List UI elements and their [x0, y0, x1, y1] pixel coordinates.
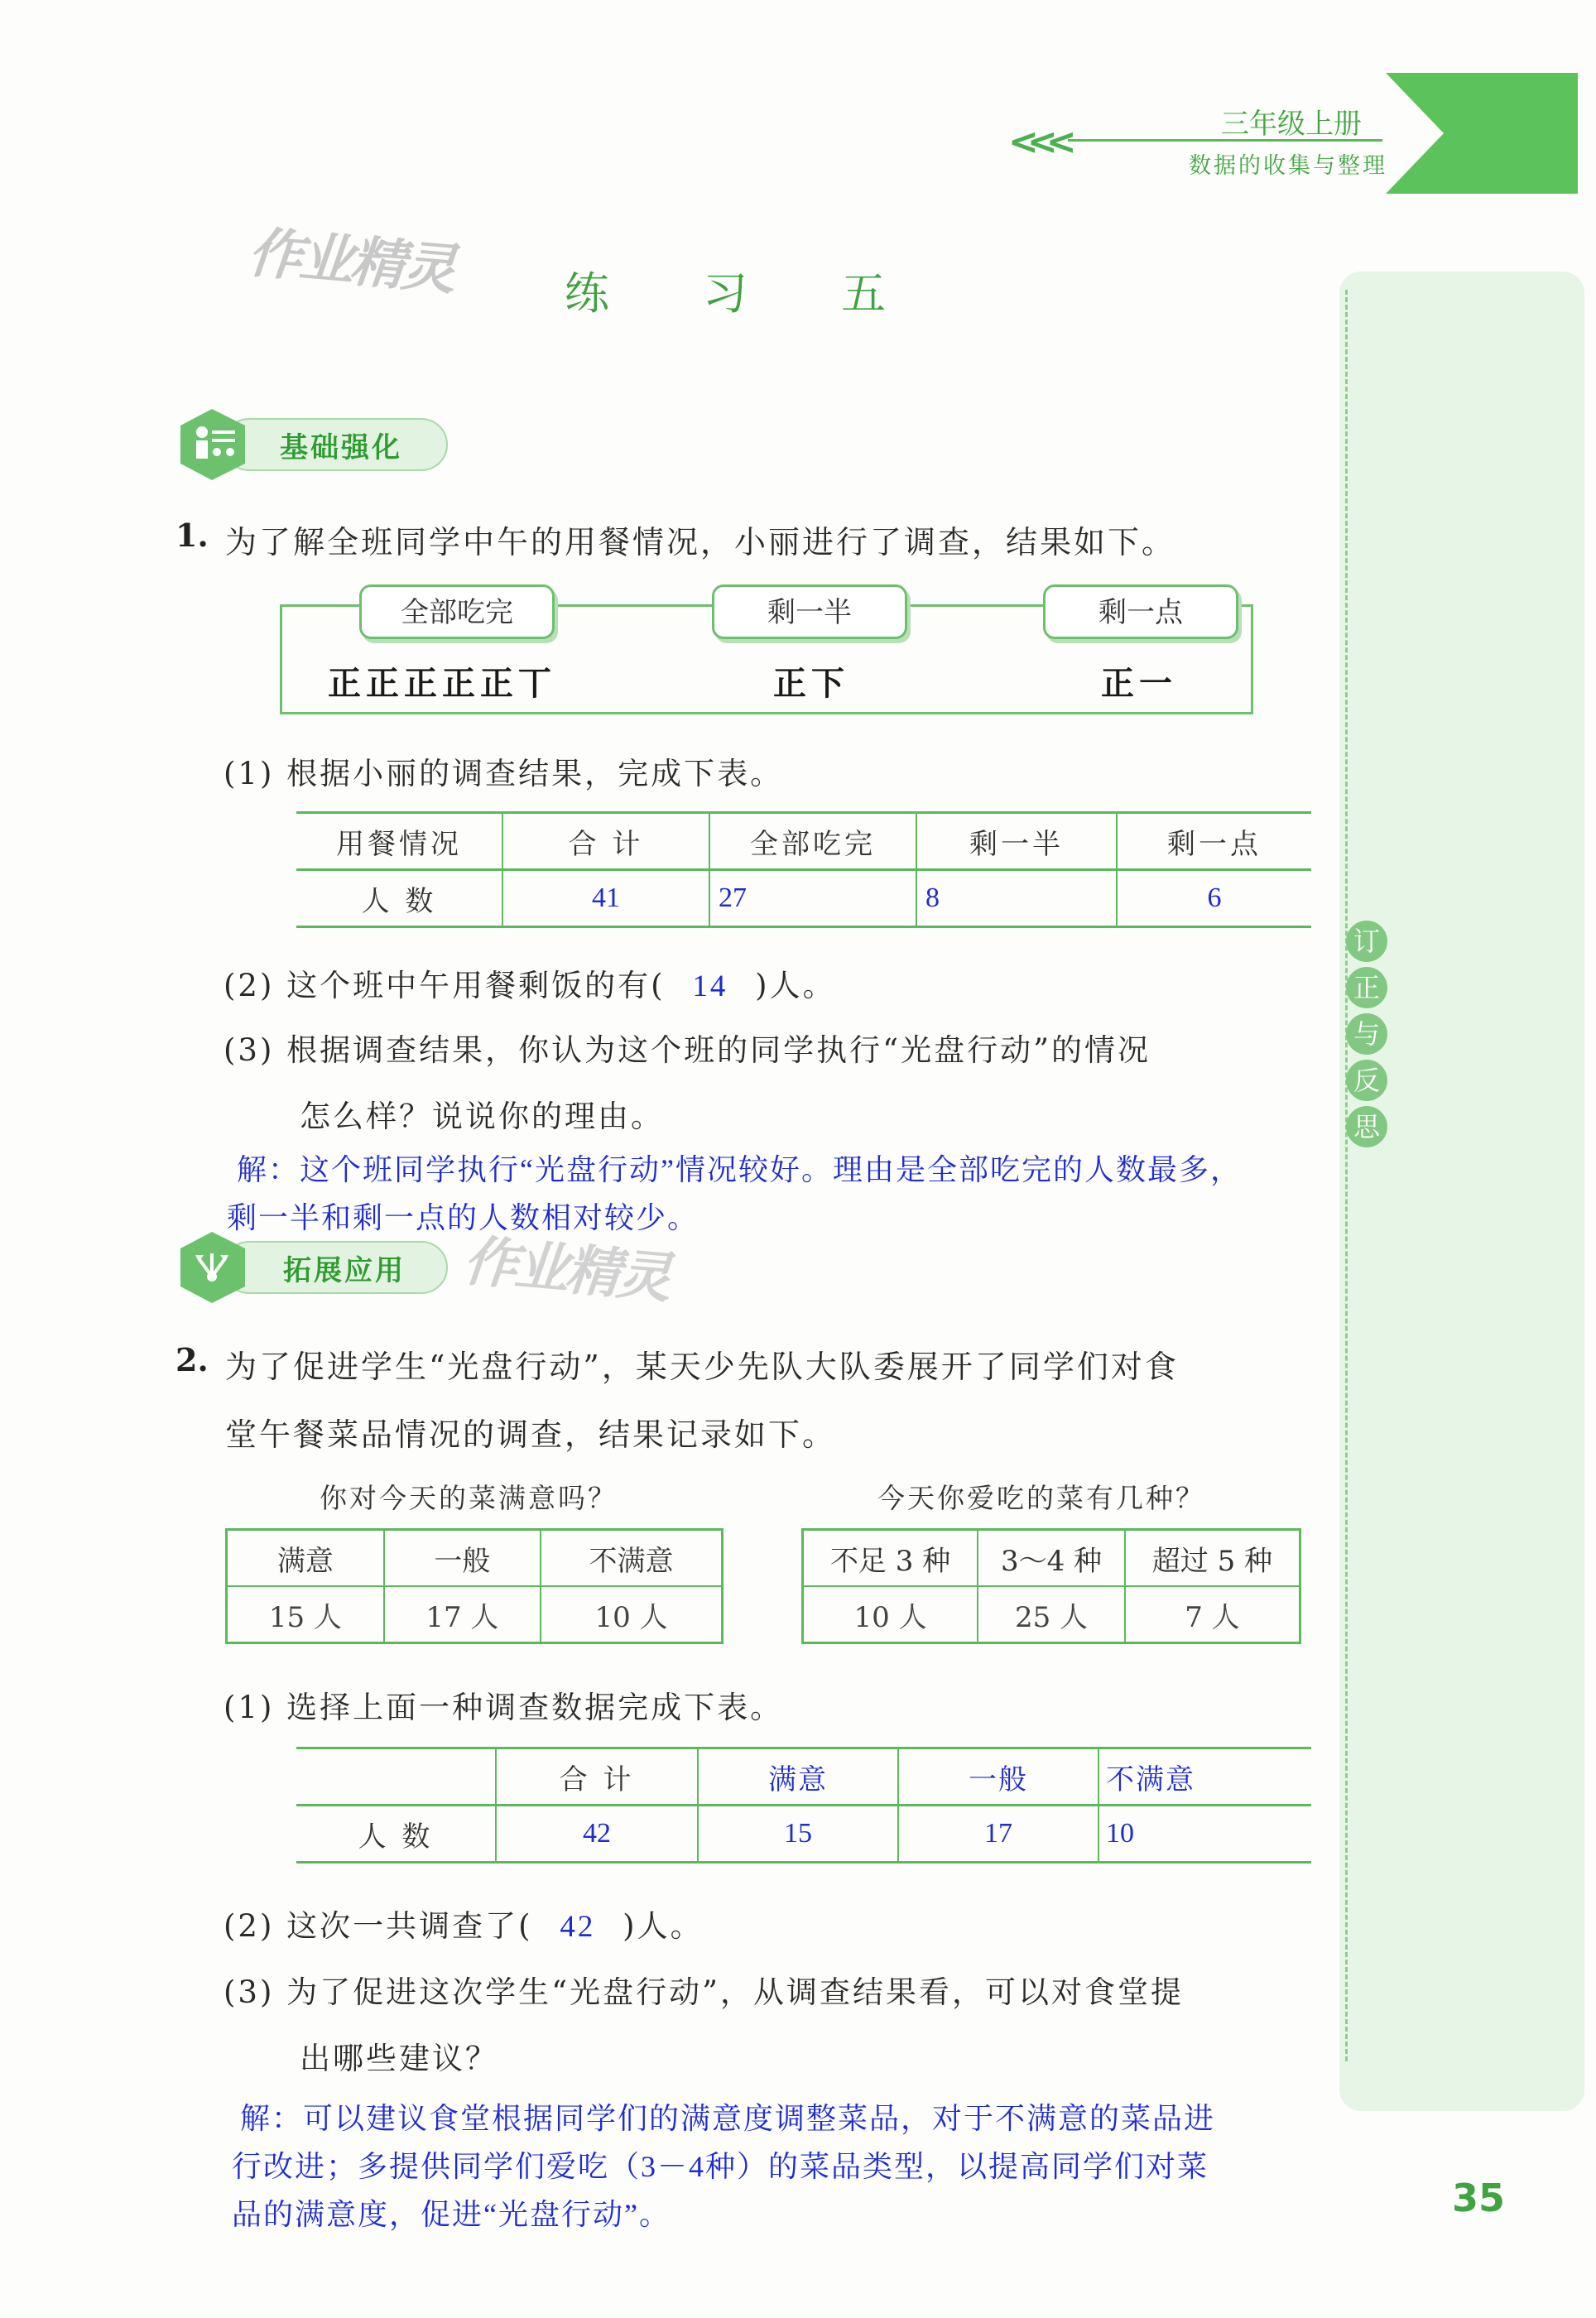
table-header: 超过 5 种: [1125, 1530, 1300, 1587]
table-header-answer[interactable]: 满意: [698, 1748, 898, 1806]
margin-dashed-line: [1345, 290, 1348, 2061]
table-cell-answer[interactable]: 17: [898, 1806, 1098, 1863]
side-note-char: 思: [1346, 1106, 1387, 1147]
q1-number: 1.: [175, 517, 209, 554]
q1-sub3-line2: 怎么样？说说你的理由。: [300, 1099, 664, 1134]
page-number: 35: [1452, 2176, 1506, 2220]
q1-sub1: (1) 根据小丽的调查结果，完成下表。: [224, 756, 784, 791]
header-grade: 三年级上册: [1221, 108, 1362, 141]
table-cell: 7 人: [1125, 1586, 1300, 1643]
table-cell-answer[interactable]: 8: [916, 870, 1117, 927]
q2-sub3-line2: 出哪些建议？: [300, 2041, 498, 2076]
tally-half-left: 正下: [773, 665, 849, 703]
table-cell-answer[interactable]: 15: [698, 1806, 898, 1863]
header-tab: [1386, 73, 1578, 194]
table-header: 一般: [384, 1530, 541, 1587]
q1-result-table: [296, 811, 1311, 928]
q1-sub2: [224, 960, 836, 1005]
survey-category-all-eaten: 全部吃完: [359, 584, 555, 639]
table-row-label: 人 数: [296, 870, 502, 927]
survey-category-half-left: 剩一半: [712, 584, 907, 639]
table-cell-answer[interactable]: 10: [1098, 1806, 1311, 1863]
watermark: 作业精灵: [460, 1229, 671, 1310]
survey-b-caption: 今天你爱吃的菜有几种？: [877, 1482, 1205, 1514]
q1-text: 为了解全班同学中午的用餐情况，小丽进行了调查，结果如下。: [225, 524, 1176, 560]
header-topic: 数据的收集与整理: [1189, 153, 1387, 179]
q2-sub2-suffix: )人。: [623, 1908, 704, 1944]
q2-solution-line3: 品的满意度，促进“光盘行动”。: [232, 2198, 671, 2231]
basic-section-label: 基础强化: [280, 431, 402, 464]
survey-a-table: [225, 1528, 723, 1644]
q1-sub3-line1: (3) 根据调查结果，你认为这个班的同学执行“光盘行动”的情况: [224, 1032, 1151, 1068]
survey-category-little-left: 剩一点: [1043, 584, 1238, 639]
table-cell-answer[interactable]: 6: [1117, 870, 1311, 927]
table-header: 剩一点: [1117, 813, 1311, 870]
table-header: 不满意: [541, 1530, 723, 1587]
extend-section-label: 拓展应用: [283, 1254, 406, 1287]
q2-text-line1: 为了促进学生“光盘行动”，某天少先队大队委展开了同学们对食: [225, 1349, 1179, 1385]
table-header: 3～4 种: [978, 1530, 1125, 1587]
table-header: [296, 1748, 496, 1806]
q2-sub2-prefix: (2) 这次一共调查了(: [224, 1908, 533, 1944]
table-cell-answer[interactable]: 42: [496, 1806, 698, 1863]
table-cell: 10 人: [803, 1586, 978, 1643]
side-note-char: 订: [1346, 921, 1387, 962]
table-cell-answer[interactable]: 27: [709, 870, 916, 927]
q2-sub2: [224, 1901, 704, 1945]
header-chevron-icon: <<<: [1008, 121, 1065, 163]
q2-solution-line1: 解：可以建议食堂根据同学们的满意度调整菜品，对于不满意的菜品进: [240, 2102, 1216, 2135]
table-header: 合 计: [502, 813, 709, 870]
q1-solution-line2: 剩一半和剩一点的人数相对较少。: [227, 1201, 699, 1234]
tally-little-left: 正一: [1101, 665, 1177, 703]
q2-sub2-answer[interactable]: 42: [560, 1910, 596, 1944]
survey-b-table: [801, 1528, 1301, 1644]
table-header-answer[interactable]: 一般: [898, 1748, 1098, 1806]
margin-strip: [1339, 272, 1584, 2111]
watermark: 作业精灵: [245, 220, 456, 302]
table-cell: 15 人: [227, 1586, 384, 1643]
q2-sub1: (1) 选择上面一种调查数据完成下表。: [224, 1690, 784, 1725]
q2-text-line2: 堂午餐菜品情况的调查，结果记录如下。: [225, 1416, 837, 1453]
q1-sub2-prefix: (2) 这个班中午用餐剩饭的有(: [224, 968, 666, 1003]
table-header: 满意: [227, 1530, 384, 1587]
side-note-char: 与: [1346, 1013, 1387, 1055]
q2-sub3-line1: (3) 为了促进这次学生“光盘行动”，从调查结果看，可以对食堂提: [224, 1974, 1185, 2010]
table-header: 剩一半: [916, 813, 1117, 870]
table-cell-answer[interactable]: 41: [502, 870, 709, 927]
q2-solution-line2: 行改进；多提供同学们爱吃（3－4种）的菜品类型，以提高同学们对菜: [232, 2150, 1209, 2183]
page-title: 练 习 五: [564, 267, 926, 320]
tally-all-eaten: 正正正正正丅: [328, 665, 556, 703]
table-row-label: 人 数: [296, 1806, 496, 1863]
q2-number: 2.: [175, 1341, 209, 1378]
q1-solution-line1: 解：这个班同学执行“光盘行动”情况较好。理由是全部吃完的人数最多，: [237, 1153, 1242, 1186]
table-header: 不足 3 种: [803, 1530, 978, 1587]
table-header-answer[interactable]: 不满意: [1098, 1748, 1311, 1806]
table-cell: 17 人: [384, 1586, 541, 1643]
q2-result-table: [296, 1747, 1311, 1864]
side-note-char: 正: [1346, 967, 1387, 1008]
q1-sub2-answer[interactable]: 14: [692, 969, 728, 1003]
table-header: 合 计: [496, 1748, 698, 1806]
table-header: 用餐情况: [296, 813, 502, 870]
table-header: 全部吃完: [709, 813, 916, 870]
table-cell: 25 人: [978, 1586, 1125, 1643]
side-note-char: 反: [1346, 1060, 1387, 1101]
survey-a-caption: 你对今天的菜满意吗？: [320, 1482, 618, 1514]
table-cell: 10 人: [541, 1586, 723, 1643]
q1-sub2-suffix: )人。: [755, 968, 836, 1003]
